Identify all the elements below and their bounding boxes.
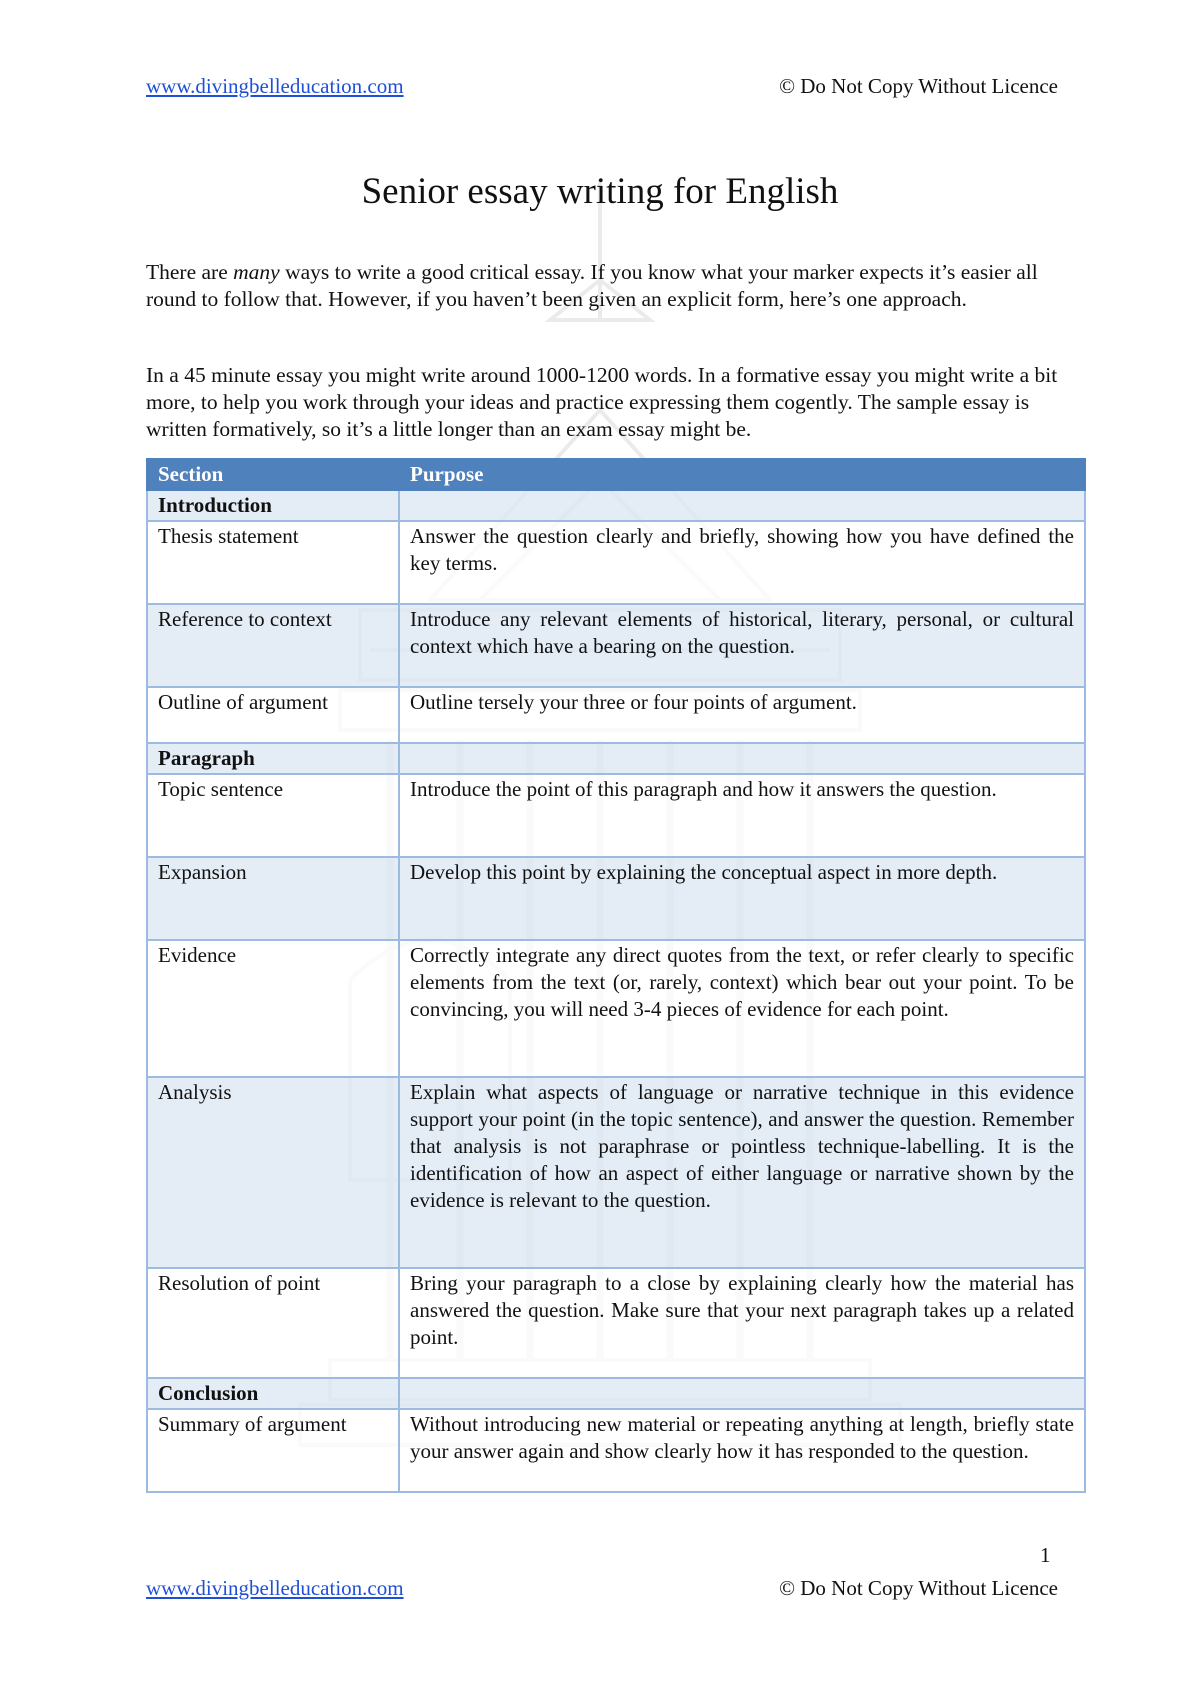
column-header-purpose: Purpose — [399, 459, 1085, 490]
row-section-cell: Expansion — [147, 857, 399, 940]
row-section-cell: Reference to context — [147, 604, 399, 687]
header-website-link[interactable]: www.divingbelleducation.com — [146, 74, 404, 98]
table-row — [147, 1409, 1085, 1492]
table-row — [147, 521, 1085, 604]
row-purpose-cell: Bring your paragraph to a close by explaining clearly how the material has answered the question. Make sure that your next paragraph takes up a related point. — [399, 1268, 1085, 1378]
section-title-conclusion: Conclusion — [147, 1378, 399, 1409]
column-header-section: Section — [147, 459, 399, 490]
intro-paragraph-2: In a 45 minute essay you might write around 1000-1200 words. In a formative essay you might write a bit more, to help you work through your ideas and practice expressing them cogently. The sample essay is written formatively, so it’s a little longer than an exam essay might be. — [146, 363, 1058, 441]
section-empty-cell — [399, 1378, 1085, 1409]
section-row-conclusion — [147, 1378, 1085, 1409]
row-section-cell: Thesis statement — [147, 521, 399, 604]
row-purpose-cell: Introduce the point of this paragraph and how it answers the question. — [399, 774, 1085, 857]
row-purpose-cell: Without introducing new material or repeating anything at length, briefly state your answer again and show clearly how it has responded to the question. — [399, 1409, 1085, 1492]
header-copyright-notice: © Do Not Copy Without Licence — [779, 74, 1058, 98]
row-purpose-cell: Explain what aspects of language or narrative technique in this evidence support your point (in the topic sentence), and answer the question. Remember that analysis is not paraphrase or pointless technique-labelling. It is the identification of how an aspect of either language or narrative shown by the evidence is relevant to the question. — [399, 1077, 1085, 1268]
intro-paragraph-1 — [146, 259, 1058, 313]
document-title: Senior essay writing for English — [361, 171, 839, 212]
row-purpose-cell: Develop this point by explaining the conceptual aspect in more depth. — [399, 857, 1085, 940]
row-purpose-cell: Introduce any relevant elements of historical, literary, personal, or cultural context which have a bearing on the question. — [399, 604, 1085, 687]
row-purpose-cell: Outline tersely your three or four points of argument. — [399, 687, 1085, 743]
section-title-introduction: Introduction — [147, 490, 399, 521]
essay-structure-table — [146, 458, 1086, 1493]
section-row-introduction — [147, 490, 1085, 521]
row-section-cell: Evidence — [147, 940, 399, 1077]
intro-p1-end: ways to write a good critical essay. If you know what your marker expects it’s easier all round to follow that. However, if you haven’t been given an explicit form, here’s one approach. — [146, 260, 1038, 311]
table-header-row — [147, 459, 1085, 490]
section-empty-cell — [399, 743, 1085, 774]
section-row-paragraph — [147, 743, 1085, 774]
table-row — [147, 604, 1085, 687]
row-section-cell: Summary of argument — [147, 1409, 399, 1492]
table-row — [147, 774, 1085, 857]
intro-p1-start: There are — [146, 260, 234, 284]
row-section-cell: Topic sentence — [147, 774, 399, 857]
table-row — [147, 1077, 1085, 1268]
footer-website-link[interactable]: www.divingbelleducation.com — [146, 1576, 404, 1600]
page-number: 1 — [1040, 1543, 1051, 1567]
table-row — [147, 857, 1085, 940]
page-footer — [146, 1576, 1058, 1601]
intro-p1-emphasis: many — [233, 260, 280, 284]
footer-copyright-notice: © Do Not Copy Without Licence — [779, 1576, 1058, 1600]
row-purpose-cell: Correctly integrate any direct quotes from the text, or refer clearly to specific elements from the text (or, rarely, context) which bear out your point. To be convincing, you will need 3-4 pieces of evidence for each point. — [399, 940, 1085, 1077]
row-section-cell: Resolution of point — [147, 1268, 399, 1378]
section-title-paragraph: Paragraph — [147, 743, 399, 774]
row-purpose-cell: Answer the question clearly and briefly, showing how you have defined the key terms. — [399, 521, 1085, 604]
row-section-cell: Analysis — [147, 1077, 399, 1268]
table-row — [147, 687, 1085, 743]
row-section-cell: Outline of argument — [147, 687, 399, 743]
table-row — [147, 1268, 1085, 1378]
section-empty-cell — [399, 490, 1085, 521]
page-header — [146, 74, 1058, 99]
table-row — [147, 940, 1085, 1077]
